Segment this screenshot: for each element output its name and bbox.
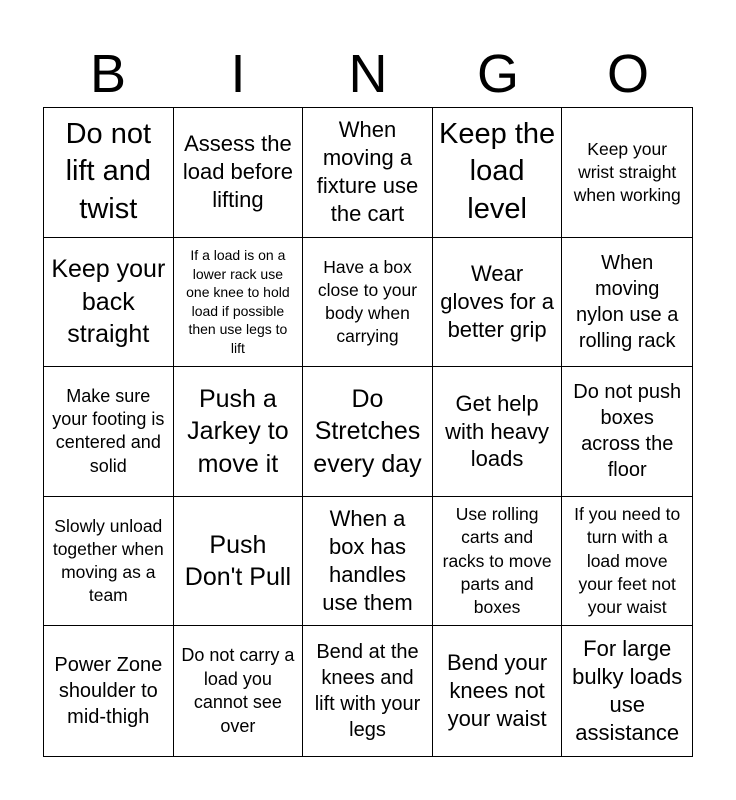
- bingo-cell-r1c2[interactable]: [174, 108, 304, 238]
- cell-text: Keep your wrist straight when working: [573, 138, 681, 205]
- header-letter-i: I: [230, 44, 246, 104]
- header-letter-n: N: [348, 44, 388, 104]
- bingo-cell-r2c2[interactable]: [174, 238, 304, 368]
- bingo-cell-r5c3[interactable]: [303, 626, 433, 756]
- bingo-cell-r4c2[interactable]: [174, 497, 304, 627]
- cell-text: Slowly unload together when moving as a team: [52, 515, 164, 606]
- cell-text: Wear gloves for a better grip: [440, 260, 554, 342]
- cell-text: Push a Jarkey to move it: [187, 384, 289, 478]
- cell-text: For large bulky loads use assistance: [572, 636, 683, 746]
- cell-text: Power Zone shoulder to mid-thigh: [54, 654, 163, 729]
- bingo-header: [43, 40, 693, 108]
- cell-text: Use rolling carts and racks to move parts and boxes: [442, 504, 552, 617]
- bingo-cell-r4c4[interactable]: [433, 497, 563, 627]
- bingo-board: [43, 107, 693, 757]
- cell-text: If a load is on a lower rack use one knee to hold load if possible then use legs to lift: [186, 247, 290, 356]
- bingo-cell-r5c4[interactable]: [433, 626, 563, 756]
- bingo-cell-r4c5[interactable]: [562, 497, 692, 627]
- cell-text: Make sure your footing is centered and solid: [52, 385, 165, 476]
- bingo-cell-r4c1[interactable]: [44, 497, 174, 627]
- cell-text: Do Stretches every day: [313, 384, 422, 478]
- cell-text: Bend your knees not your waist: [446, 650, 548, 732]
- bingo-cell-r1c3[interactable]: [303, 108, 433, 238]
- bingo-cell-r2c4[interactable]: [433, 238, 563, 368]
- bingo-cell-r3c2[interactable]: [174, 367, 304, 497]
- cell-text: When moving nylon use a rolling rack: [576, 251, 679, 352]
- header-letter-g: G: [476, 44, 519, 104]
- cell-text: Keep the load level: [439, 117, 556, 226]
- bingo-cell-r3c3[interactable]: [303, 367, 433, 497]
- cell-text: Do not lift and twist: [65, 117, 152, 226]
- cell-text: Do not carry a load you cannot see over: [181, 645, 295, 736]
- cell-text: Have a box close to your body when carrying: [317, 256, 418, 346]
- bingo-cell-r5c5[interactable]: [562, 626, 692, 756]
- bingo-cell-r3c1[interactable]: [44, 367, 174, 497]
- cell-text: Keep your back straight: [51, 255, 166, 349]
- bingo-cell-r1c4[interactable]: [433, 108, 563, 238]
- bingo-cell-r1c1[interactable]: [44, 108, 174, 238]
- bingo-cell-r4c3[interactable]: [303, 497, 433, 627]
- cell-text: If you need to turn with a load move your feet not your waist: [574, 504, 681, 617]
- bingo-cell-r2c3[interactable]: [303, 238, 433, 368]
- header-letter-b: B: [89, 44, 127, 104]
- bingo-cell-r2c1[interactable]: [44, 238, 174, 368]
- cell-text: Bend at the knees and lift with your legs: [314, 641, 421, 742]
- bingo-cell-r2c5[interactable]: [562, 238, 692, 368]
- bingo-cell-r5c1[interactable]: [44, 626, 174, 756]
- bingo-cell-r3c5[interactable]: [562, 367, 692, 497]
- header-letter-o: O: [606, 44, 649, 104]
- cell-text: When a box has handles use them: [322, 506, 413, 616]
- cell-text: Get help with heavy loads: [445, 390, 550, 472]
- cell-text: Do not push boxes across the floor: [573, 381, 682, 482]
- cell-text: Assess the load before lifting: [182, 131, 293, 213]
- bingo-cell-r3c4[interactable]: [433, 367, 563, 497]
- bingo-cell-r5c2[interactable]: [174, 626, 304, 756]
- bingo-cell-r1c5[interactable]: [562, 108, 692, 238]
- cell-text: When moving a fixture use the cart: [316, 117, 419, 227]
- cell-text: Push Don't Pull: [184, 530, 291, 592]
